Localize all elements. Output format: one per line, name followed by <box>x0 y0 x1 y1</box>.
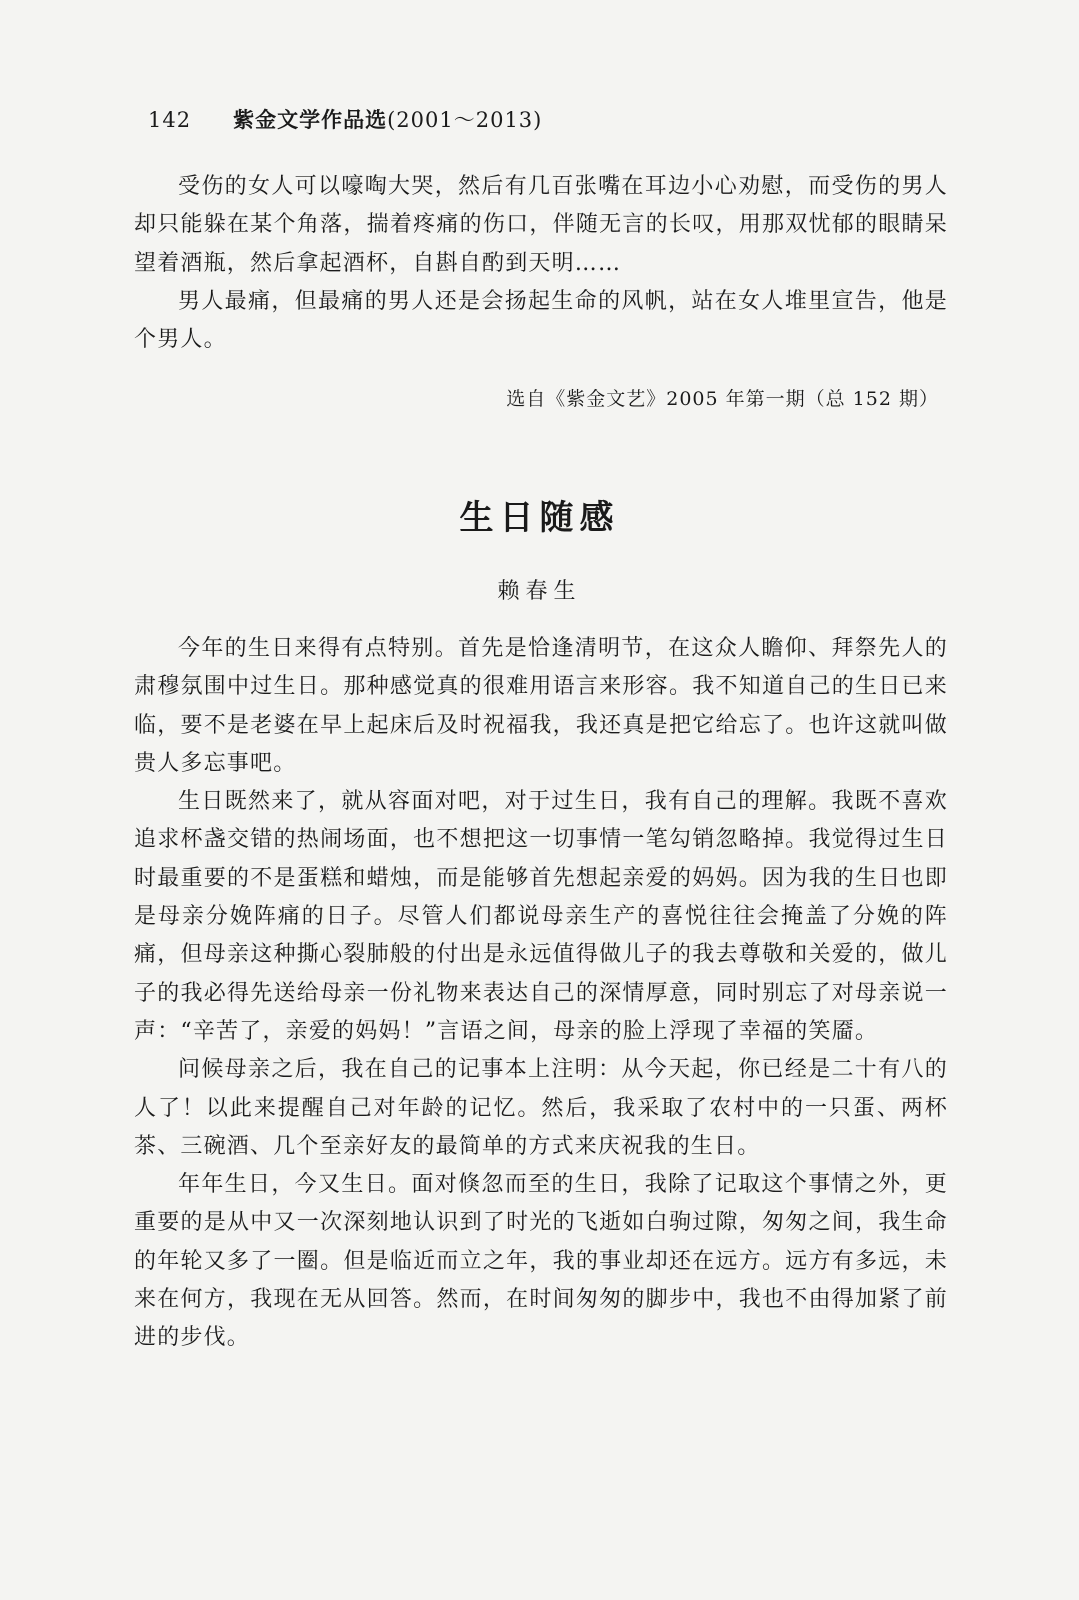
paragraph: 受伤的女人可以嚎啕大哭，然后有几百张嘴在耳边小心劝慰，而受伤的男人却只能躲在某个角落，揣着疼痛的伤口，伴随无言的长叹，用那双忧郁的眼睛呆望着酒瓶，然后拿起酒杯，自斟自酌到天明…… <box>134 174 948 276</box>
book-year-range: (2001～2013) <box>387 108 543 132</box>
paragraph: 生日既然来了，就从容面对吧，对于过生日，我有自己的理解。我既不喜欢追求杯盏交错的热闹场面，也不想把这一切事情一笔勾销忽略掉。我觉得过生日时最重要的不是蛋糕和蜡烛，而是能够首先想起亲爱的妈妈。因为我的生日也即是母亲分娩阵痛的日子。尽管人们都说母亲生产的喜悦往往会掩盖了分娩的阵痛，但母亲这种撕心裂肺般的付出是永远值得做儿子的我去尊敬和关爱的，做儿子的我必得先送给母亲一份礼物来表达自己的深情厚意，同时别忘了对母亲说一声：“辛苦了，亲爱的妈妈！”言语之间，母亲的脸上浮现了幸福的笑靥。 <box>134 789 948 1044</box>
page-number: 142 <box>148 108 192 132</box>
article-body <box>134 630 948 1358</box>
book-title: 紫金文学作品选 <box>233 107 388 132</box>
paragraph: 今年的生日来得有点特别。首先是恰逢清明节，在这众人瞻仰、拜祭先人的肃穆氛围中过生日。那种感觉真的很难用语言来形容。我不知道自己的生日已来临，要不是老婆在早上起床后及时祝福我，我还真是把它给忘了。也许这就叫做贵人多忘事吧。 <box>134 636 948 776</box>
previous-article-text <box>134 168 948 359</box>
article-title: 生日随感 <box>459 498 620 538</box>
paragraph: 问候母亲之后，我在自己的记事本上注明：从今天起，你已经是二十有八的人了！以此来提醒自己对年龄的记忆。然后，我采取了农村中的一只蛋、两杯茶、三碗酒、几个至亲好友的最简单的方式来庆祝我的生日。 <box>134 1057 948 1159</box>
source-citation: 选自《紫金文艺》2005 年第一期（总 152 期） <box>506 388 939 410</box>
paragraph: 年年生日，今又生日。面对倏忽而至的生日，我除了记取这个事情之外，更重要的是从中又一次深刻地认识到了时光的飞逝如白驹过隙，匆匆之间，我生命的年轮又多了一圈。但是临近而立之年，我的事业却还在远方。远方有多远，未来在何方，我现在无从回答。然而，在时间匆匆的脚步中，我也不由得加紧了前进的步伐。 <box>134 1172 948 1351</box>
running-header <box>148 104 542 134</box>
article-author: 赖春生 <box>497 579 582 604</box>
paragraph: 男人最痛，但最痛的男人还是会扬起生命的风帆，站在女人堆里宣告，他是个男人。 <box>134 288 948 353</box>
